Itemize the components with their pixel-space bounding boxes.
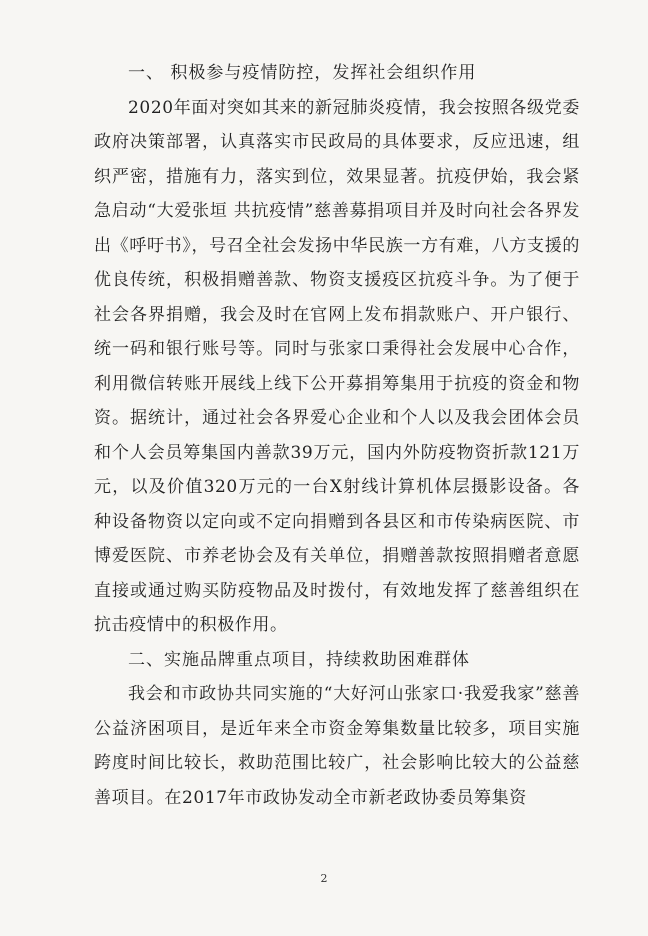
document-body xyxy=(94,56,580,815)
section-heading-1: 一、 积极参与疫情防控，发挥社会组织作用 xyxy=(128,63,477,83)
paragraph: 2020年面对突如其来的新冠肺炎疫情，我会按照各级党委政府决策部署，认真落实市民政局的具体要求，反应迅速，组织严密，措施有力，落实到位，效果显著。抗疫伊始，我会紧急启动“大爱张垣 共抗疫情”慈善募捐项目并及时向社会各界发出《呼吁书》，号召全社会发扬中华民族一方有难，八方支援的优良传统，积极捐赠善款、物资支援疫区抗疫斗争。为了便于社会各界捐赠，我会及时在官网上发布捐款账户、开户银行、统一码和银行账号等。同时与张家口秉得社会发展中心合作，利用微信转账开展线上线下公开募捐筹集用于抗疫的资金和物资。据统计，通过社会各界爱心企业和个人以及我会团体会员和个人会员筹集国内善款39万元，国内外防疫物资折款121万元，以及价值320万元的一台X射线计算机体层摄影设备。各种设备物资以定向或不定向捐赠到各县区和市传染病医院、市博爱医院、市养老协会及有关单位，捐赠善款按照捐赠者意愿直接或通过购买防疫物品及时拨付，有效地发挥了慈善组织在抗击疫情中的积极作用。 xyxy=(94,97,580,635)
page-number: 2 xyxy=(320,872,328,885)
paragraph: 我会和市政协共同实施的“大好河山张家口·我爱我家”慈善公益济困项目，是近年来全市资金筹集数量比较多，项目实施跨度时间比较长，救助范围比较广，社会影响比较大的公益慈善项目。在2017年市政协发动全市新老政协委员筹集资 xyxy=(94,684,580,808)
section-heading-2: 二、实施品牌重点项目，持续救助困难群体 xyxy=(128,649,470,670)
